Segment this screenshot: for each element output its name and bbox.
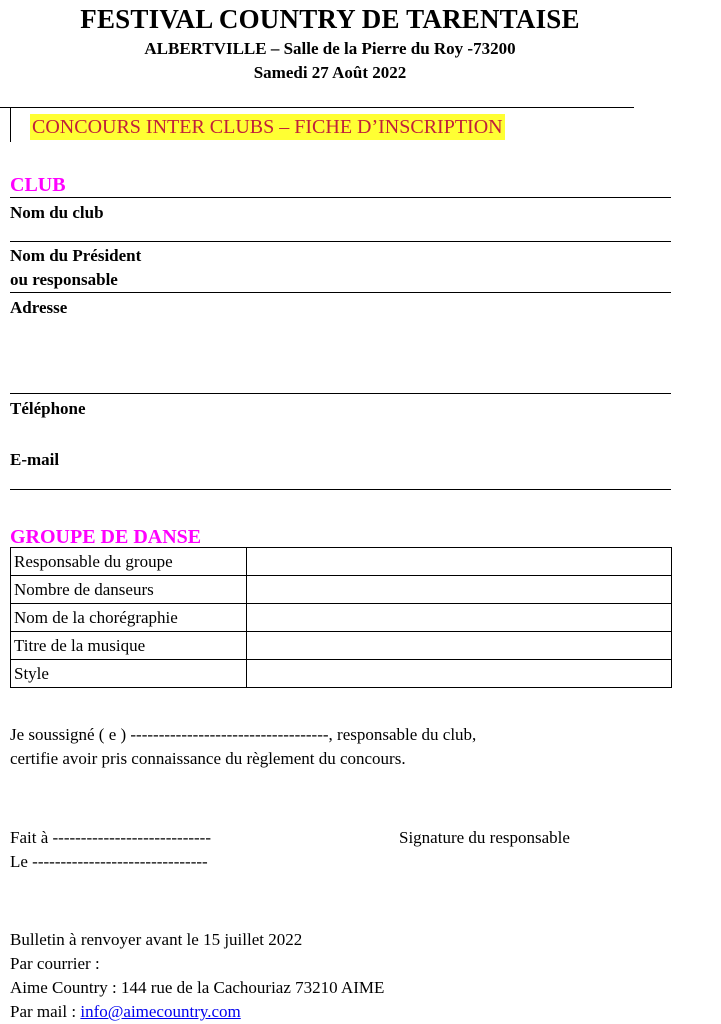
table-row xyxy=(11,548,672,576)
postal-address: Aime Country : 144 rue de la Cachouriaz 73210 AIME xyxy=(10,978,385,997)
signature-label: Signature du responsable xyxy=(399,828,570,847)
divider xyxy=(10,489,671,490)
dance-group-table xyxy=(10,547,672,688)
table-cell-label: Responsable du groupe xyxy=(11,548,247,576)
divider xyxy=(10,241,671,242)
email-label: E-mail xyxy=(10,450,60,469)
top-divider xyxy=(0,107,634,108)
table-cell-value[interactable] xyxy=(247,576,672,604)
president-label-line1: Nom du Président xyxy=(10,246,142,265)
table-cell-label: Titre de la musique xyxy=(11,632,247,660)
table-cell-value[interactable] xyxy=(247,604,672,632)
address-label: Adresse xyxy=(10,298,68,317)
deadline-text: Bulletin à renvoyer avant le 15 juillet 2022 xyxy=(10,930,303,949)
table-cell-value[interactable] xyxy=(247,660,672,688)
declaration-line2: certifie avoir pris connaissance du règlement du concours. xyxy=(10,749,406,768)
date-field: Le ------------------------------- xyxy=(10,852,208,871)
form-banner: CONCOURS INTER CLUBS – FICHE D’INSCRIPTION xyxy=(32,116,503,138)
table-row xyxy=(11,604,672,632)
dance-group-heading: GROUPE DE DANSE xyxy=(10,526,202,548)
event-date: Samedi 27 Août 2022 xyxy=(253,63,407,82)
page-title: FESTIVAL COUNTRY DE TARENTAISE xyxy=(80,4,580,34)
divider xyxy=(10,292,671,293)
phone-label: Téléphone xyxy=(10,399,86,418)
event-location: ALBERTVILLE – Salle de la Pierre du Roy -73200 xyxy=(144,39,516,58)
president-label-line2: ou responsable xyxy=(10,270,118,289)
declaration-line1: Je soussigné ( e ) -----------------------------------, responsable du club, xyxy=(10,725,477,744)
table-row xyxy=(11,660,672,688)
table-row xyxy=(11,632,672,660)
left-vertical-rule xyxy=(10,108,11,142)
email-link[interactable]: info@aimecountry.com xyxy=(80,1002,241,1021)
table-cell-label: Nom de la chorégraphie xyxy=(11,604,247,632)
by-mail-label: Par mail : xyxy=(10,1002,81,1021)
table-cell-label: Nombre de danseurs xyxy=(11,576,247,604)
club-name-label: Nom du club xyxy=(10,203,104,222)
table-row xyxy=(11,576,672,604)
table-cell-value[interactable] xyxy=(247,632,672,660)
place-field: Fait à ---------------------------- xyxy=(10,828,212,847)
divider xyxy=(10,393,671,394)
club-heading: CLUB xyxy=(10,174,66,196)
divider xyxy=(10,197,671,198)
by-post-label: Par courrier : xyxy=(10,954,100,973)
table-cell-value[interactable] xyxy=(247,548,672,576)
email-contact xyxy=(10,1000,241,1024)
table-cell-label: Style xyxy=(11,660,247,688)
